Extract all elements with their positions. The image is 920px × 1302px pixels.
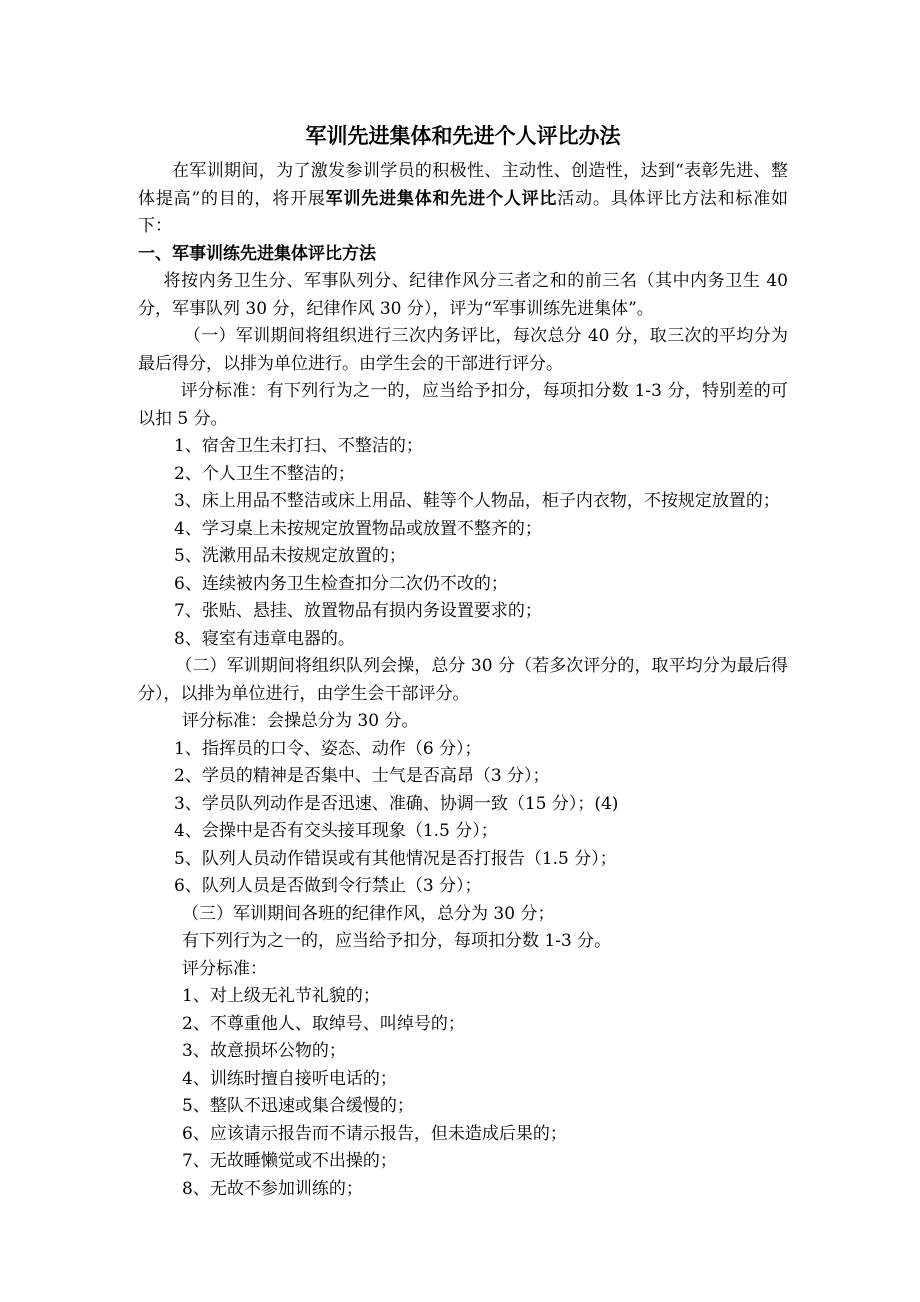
list-item: 7、张贴、悬挂、放置物品有损内务设置要求的； — [174, 601, 542, 621]
list-item: 1、对上级无礼节礼貌的； — [182, 986, 380, 1006]
list-item: 8、寝室有违章电器的。 — [174, 628, 355, 649]
part1-intro: （一）军训期间将组织进行三次内务评比，每次总分 40 分，取三次的平均分为最后得分，以排为单位进行。由学生会的干部进行评分。 — [138, 326, 788, 374]
list-item: 6、应该请示报告而不请示报告，但未造成后果的； — [182, 1123, 567, 1144]
list-item: 2、学员的精神是否集中、士气是否高昂（3 分）； — [174, 766, 550, 786]
part1-criteria: 评分标准：有下列行为之一的，应当给予扣分，每项扣分数 1-3 分，特别差的可以扣 5 分。 — [138, 381, 788, 429]
part1-items-list — [138, 433, 788, 653]
list-item: 5、整队不迅速或集合缓慢的； — [182, 1096, 414, 1116]
list-item: 3、床上用品不整洁或床上用品、鞋等个人物品，柜子内衣物，不按规定放置的； — [174, 491, 780, 511]
intro-paragraph — [138, 158, 788, 241]
document-page — [138, 118, 788, 1203]
list-item: 2、个人卫生不整洁的； — [174, 463, 355, 484]
part3-intro: （三）军训期间各班的纪律作风，总分为 30 分； — [182, 903, 555, 924]
list-item: 5、洗漱用品未按规定放置的； — [174, 546, 406, 566]
part3-rule: 有下列行为之一的，应当给予扣分，每项扣分数 1-3 分。 — [182, 931, 612, 951]
list-item: 6、连续被内务卫生检查扣分二次仍不改的； — [174, 573, 508, 594]
list-item: 6、队列人员是否做到令行禁止（3 分）； — [174, 876, 482, 896]
intro-text-2: 活动。具体评比方法和标准如下： — [138, 188, 789, 236]
list-item: 1、宿舍卫生未打扫、不整洁的； — [174, 436, 423, 456]
part2-items-list — [138, 736, 788, 901]
document-title: 军训先进集体和先进个人评比办法 — [305, 123, 621, 148]
part2-criteria: 评分标准：会操总分为 30 分。 — [182, 711, 419, 731]
section1-summary: 将按内务卫生分、军事队列分、纪律作风分三者之和的前三名（其中内务卫生 40 分，军事队列 30 分，纪律作风 30 分），评为“军事训练先进集体”。 — [138, 271, 788, 319]
section1-heading: 一、军事训练先进集体评比方法 — [138, 243, 376, 264]
list-item: 3、学员队列动作是否迅速、准确、协调一致（15 分）；(4) — [174, 793, 619, 814]
part3-items-list — [138, 983, 788, 1203]
part3-criteria: 评分标准： — [182, 958, 267, 979]
part2-intro: （二）军训期间将组织队列会操，总分 30 分（若多次评分的，取平均分为最后得分），以排为单位进行，由学生会干部评分。 — [138, 656, 788, 704]
list-item: 3、故意损坏公物的； — [182, 1041, 346, 1061]
intro-bold-text: 军训先进集体和先进个人评比 — [325, 188, 558, 209]
list-item: 1、指挥员的口令、姿态、动作（6 分）； — [174, 738, 482, 759]
intro-text-1: 在军训期间，为了激发参训学员的积极性、主动性、创造性，达到“表彰先进、整体提高”的目的，将开展 — [138, 161, 788, 209]
list-item: 4、会操中是否有交头接耳现象（1.5 分）； — [174, 821, 498, 841]
list-item: 5、队列人员动作错误或有其他情况是否打报告（1.5 分）； — [174, 848, 617, 869]
list-item: 4、学习桌上未按规定放置物品或放置不整齐的； — [174, 518, 542, 539]
list-item: 2、不尊重他人、取绰号、叫绰号的； — [182, 1013, 465, 1034]
list-item: 4、训练时擅自接听电话的； — [182, 1068, 397, 1089]
list-item: 7、无故睡懒觉或不出操的； — [182, 1151, 397, 1171]
list-item: 8、无故不参加训练的； — [182, 1178, 363, 1199]
